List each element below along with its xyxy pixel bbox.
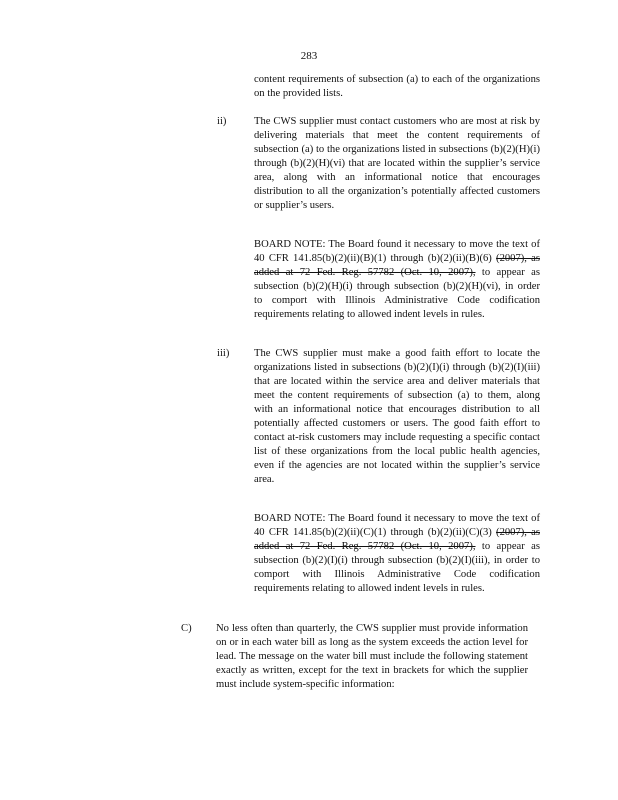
board-note-ii-prefix: BOARD NOTE: The Board found it necessary to move the text of 40 CFR 141.85(b)(2)(ii)(B)(1) through (b)(2)(ii)(B)(6) [254,239,540,264]
item-iii-marker: iii) [217,348,230,359]
board-note-iii [254,512,540,596]
item-iii-paragraph: The CWS supplier must make a good faith effort to locate the organizations listed in subsections (b)(2)(I)(i) through (b)(2)(I)(iii) that are located within the service area and deliver materials that meet the content requirements of subsection (a) to them, along with an informational notice that encourages distribution to all potentially affected customers or users. The good faith effort to contact at-risk customers may include requesting a specific contact list of these organizations from the local public health agencies, even if the agencies are not located within the supplier’s service area. [254,348,540,485]
board-note-ii-struck-text: (2007), as added at 72 Fed. Reg. 57782 (Oct. 10, 2007), [254,253,540,278]
board-note-iii-suffix: to appear as subsection (b)(2)(I)(i) through subsection (b)(2)(I)(iii), in order to comport with Illinois Administrative Code codification requirements relating to allowed indent levels in rules. [254,541,541,594]
board-note-ii-suffix: to appear as subsection (b)(2)(H)(i) through subsection (b)(2)(H)(vi), in order to comport with Illinois Administrative Code codification requirements relating to allowed indent levels in rules. [254,267,541,320]
board-note-ii [254,238,540,322]
item-c-paragraph: No less often than quarterly, the CWS supplier must provide information on or in each water bill as long as the system exceeds the action level for lead. The message on the water bill must include the following statement exactly as written, except for the text in brackets for which the supplier must include system-specific information: [216,623,528,690]
board-note-iii-prefix: BOARD NOTE: The Board found it necessary to move the text of 40 CFR 141.85(b)(2)(ii)(C)(1) through (b)(2)(ii)(C)(3) [254,513,540,538]
item-ii-paragraph: The CWS supplier must contact customers who are most at risk by delivering materials that meet the content requirements of subsection (a) to the organizations listed in subsections (b)(2)(H)(i) through (b)(2)(H)(vi) that are located within the supplier’s service area, along with an informational notice that encourages distribution to all the organization’s potentially affected customers or supplier’s users. [254,116,540,211]
item-ii-marker: ii) [217,116,227,127]
item-c-marker: C) [181,623,192,634]
page-number: 283 [300,50,318,62]
continuation-paragraph: content requirements of subsection (a) to each of the organizations on the provided lists. [254,74,540,99]
board-note-iii-struck-text: (2007), as added at 72 Fed. Reg. 57782 (Oct. 10, 2007), [254,527,540,552]
